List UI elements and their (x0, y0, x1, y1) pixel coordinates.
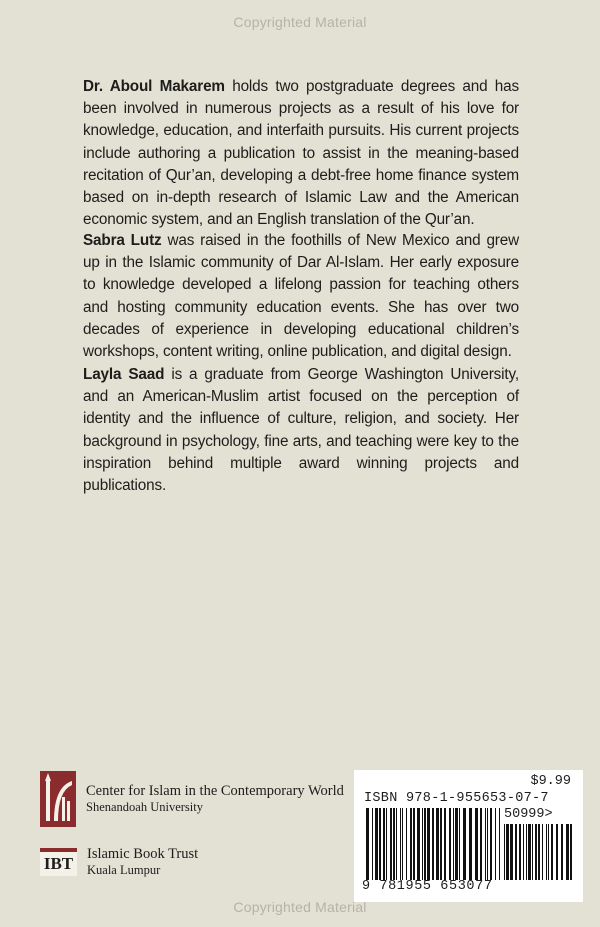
barcode-bar (413, 808, 415, 880)
barcode-bar (475, 808, 478, 880)
barcode-bar (410, 808, 412, 880)
bio-text: holds two postgraduate degrees and has been involved in numerous projects as a result of his love for knowledge, education, and interfaith pursuits. His current projects include authoring a publication to assist in the meaning-based recitation of Qur’an, developing a debt-free home finance system based on in-depth research of Islamic Law and the American economic system, and an English translation of the Qur’an. (83, 78, 519, 229)
addon-code-label: 50999> (504, 807, 553, 822)
barcode-bar (375, 808, 378, 880)
isbn-barcode (366, 808, 500, 880)
barcode-bar (535, 824, 537, 880)
barcode-bar (440, 808, 442, 880)
bio-text: is a graduate from George Washington University, and an American-Muslim artist focused on the perception of identity and the influence of culture, religion, and society. Her background in psychology, fine arts, and teaching were key to the inspiration behind multiple award winning projects and publications. (83, 366, 519, 495)
barcode-bar (510, 824, 513, 880)
barcode-bar (515, 824, 517, 880)
bio-name: Sabra Lutz (83, 232, 162, 249)
cicw-subtitle: Shenandoah University (86, 800, 203, 814)
barcode-bar (566, 824, 569, 880)
barcode-bar (432, 808, 434, 880)
barcode-bar (538, 824, 540, 880)
barcode-bar (495, 808, 496, 880)
barcode-bar (561, 824, 563, 880)
barcode-bar (504, 824, 505, 880)
addon-barcode (504, 824, 572, 880)
barcode-bar (390, 808, 392, 880)
barcode-bar (485, 808, 486, 880)
barcode-bar (532, 824, 533, 880)
barcode-bar (379, 808, 381, 880)
barcode-bar (463, 808, 466, 880)
barcode-bar (523, 824, 524, 880)
barcode-bar (469, 808, 472, 880)
bio-name: Layla Saad (83, 366, 165, 383)
barcode-bar (455, 808, 458, 880)
barcode-bar (436, 808, 439, 880)
bio-text: was raised in the foothills of New Mexico and grew up in the Islamic community of Dar Al-Islam. Her early exposure to knowledge developed a lifelong passion for teaching others and hosting community education events. She has over two decades of experience in developing educational children’s workshops, content writing, online publication, and digital design. (83, 232, 519, 361)
minaret-logo-icon (40, 771, 76, 827)
barcode-box (354, 770, 583, 902)
barcode-bar (372, 808, 373, 880)
barcode-bar (449, 808, 451, 880)
price-label: $9.99 (530, 774, 571, 789)
barcode-bar (366, 808, 369, 880)
barcode-bar (480, 808, 482, 880)
watermark-top: Copyrighted Material (233, 14, 367, 30)
isbn-digits: 9 781955 653077 (362, 879, 493, 894)
bio-sabra-lutz (83, 230, 519, 363)
ibt-subtitle: Kuala Lumpur (87, 863, 161, 877)
barcode-bar (459, 808, 460, 880)
barcode-bar (506, 824, 509, 880)
ibt-name: Islamic Book Trust (87, 846, 199, 862)
barcode-bar (490, 808, 492, 880)
barcode-bar (548, 824, 549, 880)
barcode-bar (386, 808, 387, 880)
barcode-bar (542, 824, 543, 880)
watermark-bottom: Copyrighted Material (233, 899, 367, 915)
barcode-bar (546, 824, 547, 880)
isbn-label: ISBN 978-1-955653-07-7 (364, 791, 549, 806)
cicw-name: Center for Islam in the Contemporary World (86, 783, 344, 799)
barcode-bar (396, 808, 397, 880)
barcode-bar (453, 808, 454, 880)
barcode-bar (406, 808, 407, 880)
barcode-bar (427, 808, 430, 880)
bio-layla-saad (83, 364, 519, 497)
barcode-bar (551, 824, 553, 880)
barcode-bar (400, 808, 401, 880)
barcode-bar (556, 824, 558, 880)
barcode-bar (417, 808, 420, 880)
barcode-bar (528, 824, 531, 880)
barcode-bar (519, 824, 521, 880)
barcode-bar (444, 808, 446, 880)
barcode-bar (499, 808, 500, 880)
barcode-bar (422, 808, 423, 880)
barcode-bar (393, 808, 395, 880)
barcode-bar (487, 808, 488, 880)
cicw-logo-block (40, 771, 344, 827)
barcode-bar (383, 808, 385, 880)
bio-aboul-makarem (83, 76, 519, 231)
barcode-bar (526, 824, 527, 880)
ibt-logo-block (40, 846, 198, 878)
bio-name: Dr. Aboul Makarem (83, 78, 225, 95)
barcode-bar (424, 808, 426, 880)
barcode-bar (402, 808, 403, 880)
barcode-bar (570, 824, 572, 880)
ibt-mark: IBT (40, 848, 77, 876)
